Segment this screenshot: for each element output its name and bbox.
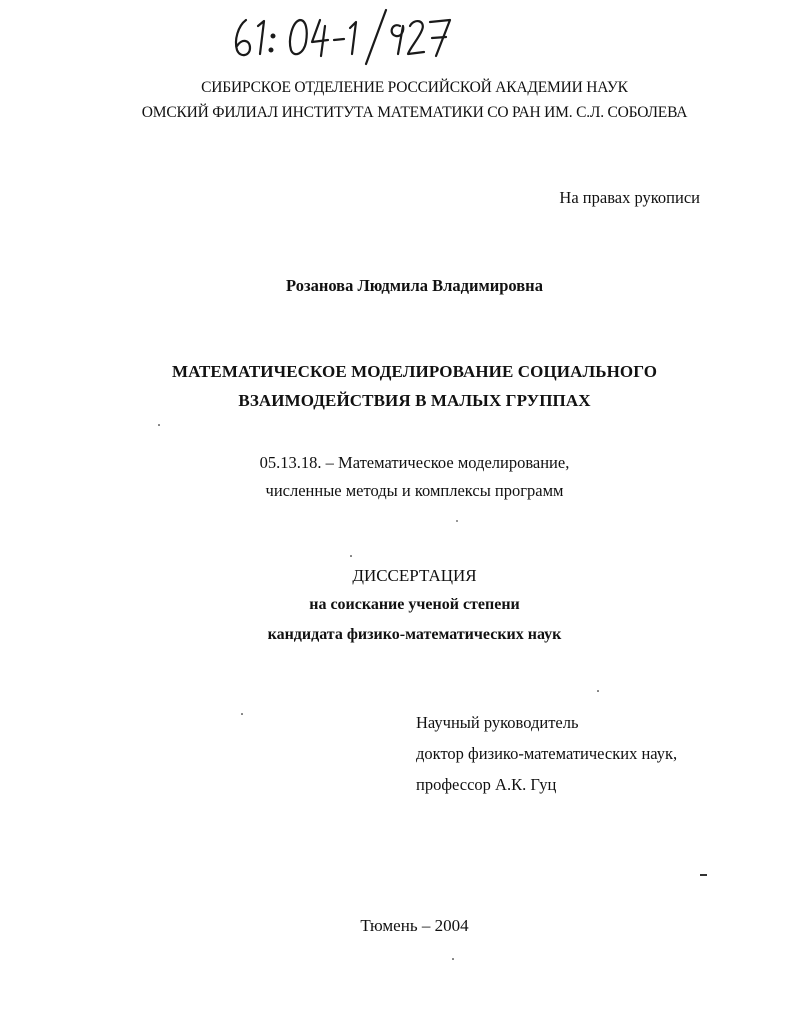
degree-line-1: на соискание ученой степени <box>309 596 520 613</box>
specialty-line-1: 05.13.18. – Математическое моделирование, <box>259 453 570 472</box>
manuscript-rights-note: На правах рукописи <box>559 188 700 207</box>
scan-speck <box>350 555 352 557</box>
dissertation-title-line-2: ВЗАИМОДЕЙСТВИЯ В МАЛЫХ ГРУППАХ <box>238 391 591 410</box>
dissertation-title-line-1: МАТЕМАТИЧЕСКОЕ МОДЕЛИРОВАНИЕ СОЦИАЛЬНОГО <box>171 362 658 381</box>
place-and-year: Тюмень – 2004 <box>360 916 469 935</box>
scan-speck <box>241 713 243 715</box>
organization-line-1: СИБИРСКОЕ ОТДЕЛЕНИЕ РОССИЙСКОЙ АКАДЕМИИ НАУК <box>201 79 628 96</box>
scan-mark <box>700 874 707 876</box>
scan-speck <box>456 520 458 522</box>
supervisor-name: профессор А.К. Гуц <box>416 775 557 794</box>
scan-speck <box>452 958 454 960</box>
scan-speck <box>158 424 160 426</box>
supervisor-degree: доктор физико-математических наук, <box>416 744 678 763</box>
supervisor-label: Научный руководитель <box>416 713 579 732</box>
handwritten-archive-stamp <box>228 6 458 68</box>
scan-speck <box>597 690 599 692</box>
author-name: Розанова Людмила Владимировна <box>286 276 543 295</box>
document-type: ДИССЕРТАЦИЯ <box>352 566 477 585</box>
degree-line-2: кандидата физико-математических наук <box>267 626 562 643</box>
specialty-line-2: численные методы и комплексы программ <box>265 481 564 500</box>
handwritten-number-drawing <box>228 6 458 68</box>
organization-line-2: ОМСКИЙ ФИЛИАЛ ИНСТИТУТА МАТЕМАТИКИ СО РАН ИМ. С.Л. СОБОЛЕВА <box>141 104 688 121</box>
